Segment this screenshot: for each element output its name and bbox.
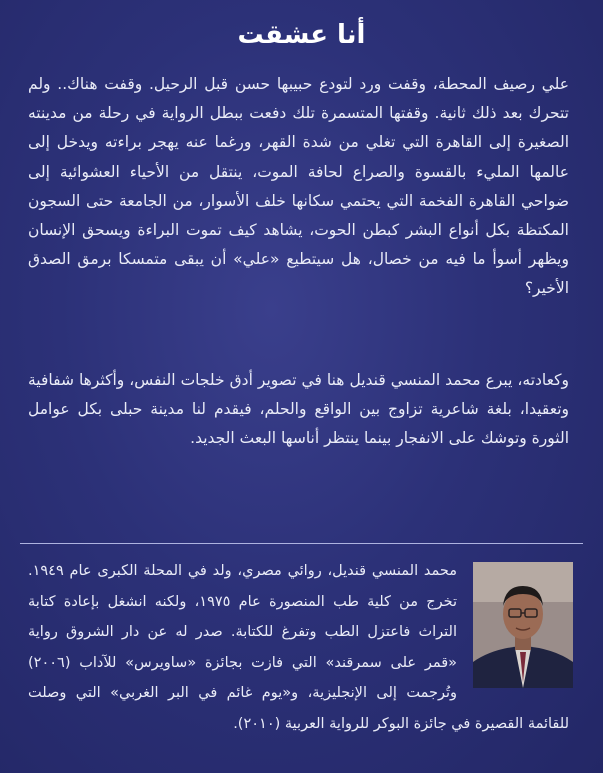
author-bio xyxy=(28,556,569,739)
synopsis-paragraph-1: علي رصيف المحطة، وقفت ورد لتودع حبيبها حسن قبل الرحيل. وقفت هناك.. ولم تتحرك بعد ذلك ثانية. وقفتها المتسمرة تلك دفعت ببطل الرواية في رحلة من مدينته الصغيرة إلى القاهرة التي تغلي من شدة القهر، ورغما عنه يهجر براءته ويدخل إلى عالمها المليء بالقسوة والصراع لحافة الموت، ينتقل من الأحياء العشوائية إلى ضواحي القاهرة الفخمة التي يحتمي سكانها خلف الأسوار، من الجامعة حتى السجون المكتظة بكل أنواع البشر كبطن الحوت، يشاهد كيف تموت البراءة ويسحق الإنسان ويظهر أسوأ ما فيه من خصال، هل سيتطيع «علي» أن يبقى متمسكا برمق الصدق الأخير؟ xyxy=(28,75,569,298)
photo-spacer xyxy=(457,556,569,684)
synopsis-paragraph-2: وكعادته، يبرع محمد المنسي قنديل هنا في تصوير أدق خلجات النفس، وأكثرها شفافية وتعقيدا، بلغة شاعرية تزاوج بين الواقع والحلم، فيقدم لنا مدينة حبلى بكل عوامل الثورة وتوشك على الانفجار بينما ينتظر أناسها البعث الجديد. xyxy=(28,371,569,448)
section-divider xyxy=(20,543,583,544)
author-bio-text: محمد المنسي قنديل، روائي مصري، ولد في المحلة الكبرى عام ١٩٤٩. تخرج من كلية طب المنصورة عام ١٩٧٥، ولكنه انشغل بإعادة كتابة التراث فاعتزل الطب وتفرغ للكتابة. صدر له عن دار الشروق رواية «قمر على سمرقند» التي فازت بجائزة «ساويرس» للآداب (٢٠٠٦) وتُرجمت إلى الإنجليزية، و«يوم غائم في البر الغربي» التي وصلت للقائمة القصيرة في جائزة البوكر للرواية العربية (٢٠١٠). xyxy=(28,563,569,732)
book-title: أنا عشقت xyxy=(237,20,366,50)
